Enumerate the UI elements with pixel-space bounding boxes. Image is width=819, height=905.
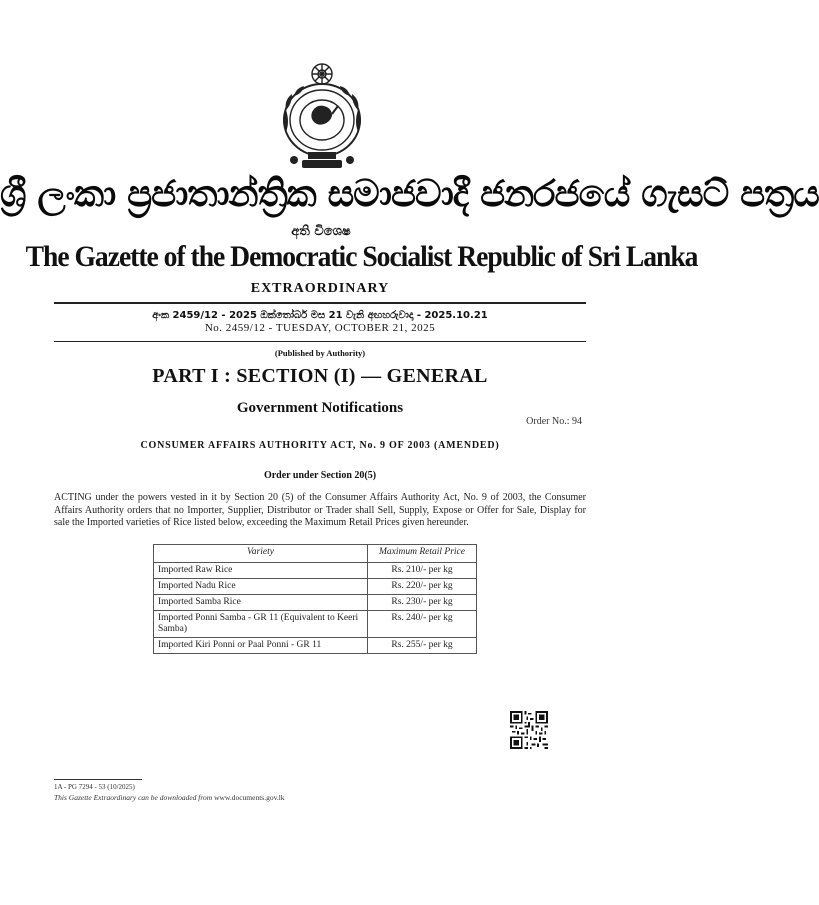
- section-subheading: Government Notifications: [236, 400, 404, 416]
- issue-divider: [54, 341, 586, 342]
- price-cell: Rs. 230/- per kg: [368, 595, 477, 611]
- price-cell: Rs. 240/- per kg: [368, 611, 477, 638]
- variety-cell: Imported Samba Rice: [154, 595, 368, 611]
- download-note: [54, 793, 285, 802]
- order-section-heading: Order under Section 20(5): [263, 470, 377, 481]
- qr-code-icon: [510, 711, 548, 749]
- english-masthead-title: The Gazette of the Democratic Socialist Republic of Sri Lanka: [25, 240, 698, 273]
- table-row: [154, 611, 477, 638]
- sinhala-extraordinary-label: අති විශෙෂ: [291, 224, 351, 239]
- price-cell: Rs. 210/- per kg: [368, 563, 477, 579]
- sinhala-masthead-title: ශ්‍රී ලංකා ප්‍රජාතාන්ත්‍රික සමාජවාදී ජනරජයේ ගැසට් පත්‍රය: [0, 172, 819, 215]
- published-by-label: (Published by Authority): [274, 348, 366, 358]
- table-row: [154, 595, 477, 611]
- column-header-price: Maximum Retail Price: [368, 545, 477, 563]
- variety-cell: Imported Ponni Samba - GR 11 (Equivalent to Keeri Samba): [154, 611, 368, 638]
- download-note-text: This Gazette Extraordinary can be downloaded from: [54, 793, 213, 802]
- sinhala-issue-number-date: අංක 2459/12 - 2025 ඔක්තෝබර් මස 21 වැනි අඟහරුවාදා - 2025.10.21: [152, 310, 488, 321]
- print-code: 1A - PG 7294 - 53 (10/2025): [54, 783, 135, 791]
- english-issue-number-date: No. 2459/12 - TUESDAY, OCTOBER 21, 2025: [204, 322, 436, 334]
- variety-cell: Imported Nadu Rice: [154, 579, 368, 595]
- act-title: CONSUMER AFFAIRS AUTHORITY ACT, No. 9 OF 2003 (AMENDED): [140, 440, 500, 451]
- table-row: [154, 563, 477, 579]
- part-heading: PART I : SECTION (I) — GENERAL: [152, 365, 488, 387]
- variety-cell: Imported Kiri Ponni or Paal Ponni - GR 11: [154, 638, 368, 654]
- table-header-row: [154, 545, 477, 563]
- notice-body-paragraph: ACTING under the powers vested in it by Section 20 (5) of the Consumer Affairs Authority Act, No. 9 of 2003, the Consumer Affairs Authority orders that no Importer, Supplier, Distributor or Trader shall Sell, Supply, Expose or Offer for Sale, Display for sale the Imported varieties of Rice listed below, exceeding the Maximum Retail Prices given hereunder.: [54, 492, 586, 529]
- variety-cell: Imported Raw Rice: [154, 563, 368, 579]
- table-row: [154, 579, 477, 595]
- extraordinary-label: EXTRAORDINARY: [250, 281, 390, 296]
- order-number: Order No.: 94: [526, 416, 582, 427]
- download-link[interactable]: www.documents.gov.lk: [214, 793, 285, 802]
- header-divider: [54, 302, 586, 304]
- sri-lanka-emblem-icon: [272, 60, 372, 172]
- footer-rule: [54, 779, 142, 780]
- price-cell: Rs. 220/- per kg: [368, 579, 477, 595]
- price-table: [153, 544, 477, 654]
- price-cell: Rs. 255/- per kg: [368, 638, 477, 654]
- table-row: [154, 638, 477, 654]
- column-header-variety: Variety: [154, 545, 368, 563]
